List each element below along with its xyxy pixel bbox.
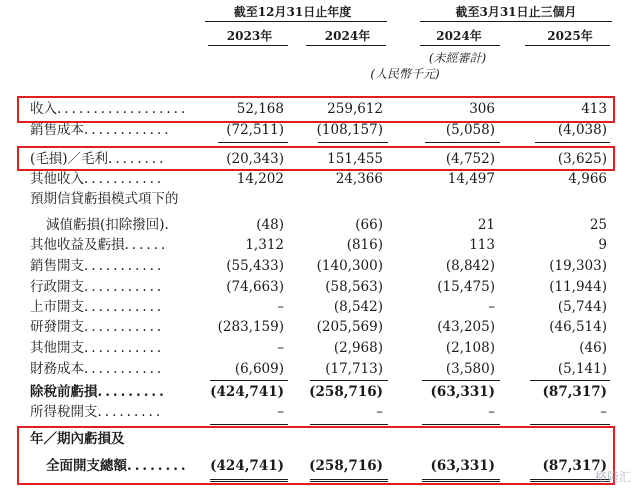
cell-value: (816) xyxy=(346,237,383,253)
row-label: 全面開支總額........ xyxy=(46,458,189,474)
cell-value: 1,312 xyxy=(245,237,284,253)
year-underline xyxy=(420,45,500,46)
cell-value: 14,497 xyxy=(447,171,495,187)
row-label: 財務成本........... xyxy=(30,361,165,377)
cell-value: 14,202 xyxy=(236,171,284,187)
row-label: 除稅前虧損......... xyxy=(30,384,167,400)
cell-value: (3,625) xyxy=(557,151,607,167)
cell-value: (15,475) xyxy=(437,279,495,295)
cell-value: (63,331) xyxy=(430,458,495,474)
cell-value: (87,317) xyxy=(542,384,607,400)
subtotal-rule xyxy=(310,424,388,425)
subtotal-rule xyxy=(535,142,610,143)
cell-value: – xyxy=(488,404,495,420)
cell-value: (283,159) xyxy=(217,319,284,335)
cell-value: 306 xyxy=(469,101,495,117)
highlight-box-gross xyxy=(17,146,615,171)
cell-value: 413 xyxy=(581,101,607,117)
highlight-box-revenue xyxy=(17,96,615,123)
table-row xyxy=(0,318,633,337)
cell-value: (8,842) xyxy=(445,258,495,274)
cell-value: (20,343) xyxy=(226,151,284,167)
row-label: 行政開支........... xyxy=(30,279,165,295)
subtotal-rule xyxy=(530,424,610,425)
cell-value: (258,716) xyxy=(309,458,383,474)
table-row xyxy=(0,360,633,379)
subtotal-rule xyxy=(530,380,610,381)
cell-value: 25 xyxy=(589,217,607,233)
subtotal-rule xyxy=(318,142,388,143)
cell-value: (48) xyxy=(256,217,284,233)
header-year-2024: 2024年 xyxy=(324,29,371,43)
row-label: 減值虧損(扣除撥回). xyxy=(46,217,172,233)
row-label: (毛損)／毛利........ xyxy=(30,151,167,167)
row-label: 所得稅開支......... xyxy=(30,404,164,420)
cell-value: 151,455 xyxy=(327,151,383,167)
year-underline xyxy=(525,45,610,46)
cell-value: (2,968) xyxy=(333,340,383,356)
cell-value: (87,317) xyxy=(542,458,607,474)
cell-value: (46,514) xyxy=(549,319,607,335)
header-q-2024: 2024年 xyxy=(436,29,482,43)
cell-value: – xyxy=(277,299,284,315)
header-group-underline xyxy=(205,21,387,22)
cell-value: 4,966 xyxy=(568,171,607,187)
cell-value: (74,663) xyxy=(226,279,284,295)
cell-value: (19,303) xyxy=(549,258,607,274)
cell-value: (63,331) xyxy=(430,384,495,400)
table-row xyxy=(0,170,633,189)
table-row xyxy=(0,339,633,358)
highlight-box-total-loss xyxy=(17,426,615,485)
cell-value: 259,612 xyxy=(327,101,383,117)
cell-value: (424,741) xyxy=(210,384,284,400)
row-label: 收入.................. xyxy=(30,101,189,117)
row-label: 上市開支........... xyxy=(30,299,165,315)
cell-value: – xyxy=(488,299,495,315)
header-fiscal-year-group: 截至12月31日止年度 xyxy=(233,5,352,19)
row-label: 銷售成本............ xyxy=(30,122,172,138)
cell-value: (424,741) xyxy=(210,458,284,474)
subtotal-rule xyxy=(422,424,500,425)
cell-value: (5,744) xyxy=(557,299,607,315)
cell-value: (46) xyxy=(579,340,607,356)
cell-value: (205,569) xyxy=(316,319,383,335)
cell-value: (108,157) xyxy=(316,122,383,138)
cell-value: (6,609) xyxy=(234,361,284,377)
watermark-logo: 格隆汇 xyxy=(594,470,631,484)
cell-value: (43,205) xyxy=(437,319,495,335)
header-quarter-group: 截至3月31日止三個月 xyxy=(455,5,577,19)
cell-value: 52,168 xyxy=(236,101,284,117)
row-label: 預期信貸虧損模式項下的 xyxy=(30,191,179,207)
currency-note: (人民幣千元) xyxy=(370,67,440,81)
cell-value: (5,058) xyxy=(445,122,495,138)
cell-value: – xyxy=(277,340,284,356)
cell-value: (258,716) xyxy=(309,384,383,400)
row-label: 銷售開支........... xyxy=(30,258,165,274)
row-label: 其他開支........... xyxy=(30,340,165,356)
cell-value: (11,944) xyxy=(549,279,607,295)
cell-value: (8,542) xyxy=(333,299,383,315)
subtotal-rule xyxy=(210,424,288,425)
table-row xyxy=(0,298,633,317)
cell-value: (2,108) xyxy=(445,340,495,356)
table-row xyxy=(0,121,633,140)
cell-value: 24,366 xyxy=(335,171,383,187)
cell-value: (3,580) xyxy=(445,361,495,377)
cell-value: (4,038) xyxy=(557,122,607,138)
table-row xyxy=(0,403,633,422)
cell-value: (5,141) xyxy=(557,361,607,377)
table-row xyxy=(0,216,633,235)
table-row xyxy=(0,236,633,255)
table-row xyxy=(0,257,633,276)
cell-value: (140,300) xyxy=(316,258,383,274)
cell-value: (58,563) xyxy=(325,279,383,295)
year-underline xyxy=(306,45,386,46)
subtotal-rule xyxy=(425,142,500,143)
subtotal-rule xyxy=(422,380,500,381)
unaudited-note: (未經審計) xyxy=(428,51,487,65)
table-row xyxy=(0,278,633,297)
cell-value: (17,713) xyxy=(325,361,383,377)
header-year-2023: 2023年 xyxy=(226,29,273,43)
cell-value: (66) xyxy=(355,217,383,233)
cell-value: (72,511) xyxy=(226,122,284,138)
cell-value: 9 xyxy=(598,237,607,253)
cell-value: (55,433) xyxy=(226,258,284,274)
cell-value: – xyxy=(277,404,284,420)
row-label: 年／期內虧損及 xyxy=(30,431,125,447)
table-row xyxy=(0,383,633,402)
header-group-underline xyxy=(420,21,612,22)
row-label: 研發開支........... xyxy=(30,319,165,335)
cell-value: 113 xyxy=(469,237,495,253)
row-label: 其他收益及虧損...... xyxy=(30,237,169,253)
table-row xyxy=(0,190,633,209)
cell-value: (4,752) xyxy=(445,151,495,167)
year-underline xyxy=(208,45,288,46)
cell-value: 21 xyxy=(477,217,495,233)
subtotal-rule xyxy=(218,142,288,143)
row-label: 其他收入........... xyxy=(30,171,165,187)
cell-value: – xyxy=(376,404,383,420)
cell-value: – xyxy=(600,404,607,420)
header-q-2025: 2025年 xyxy=(547,29,593,43)
subtotal-rule xyxy=(210,380,288,381)
subtotal-rule xyxy=(310,380,388,381)
